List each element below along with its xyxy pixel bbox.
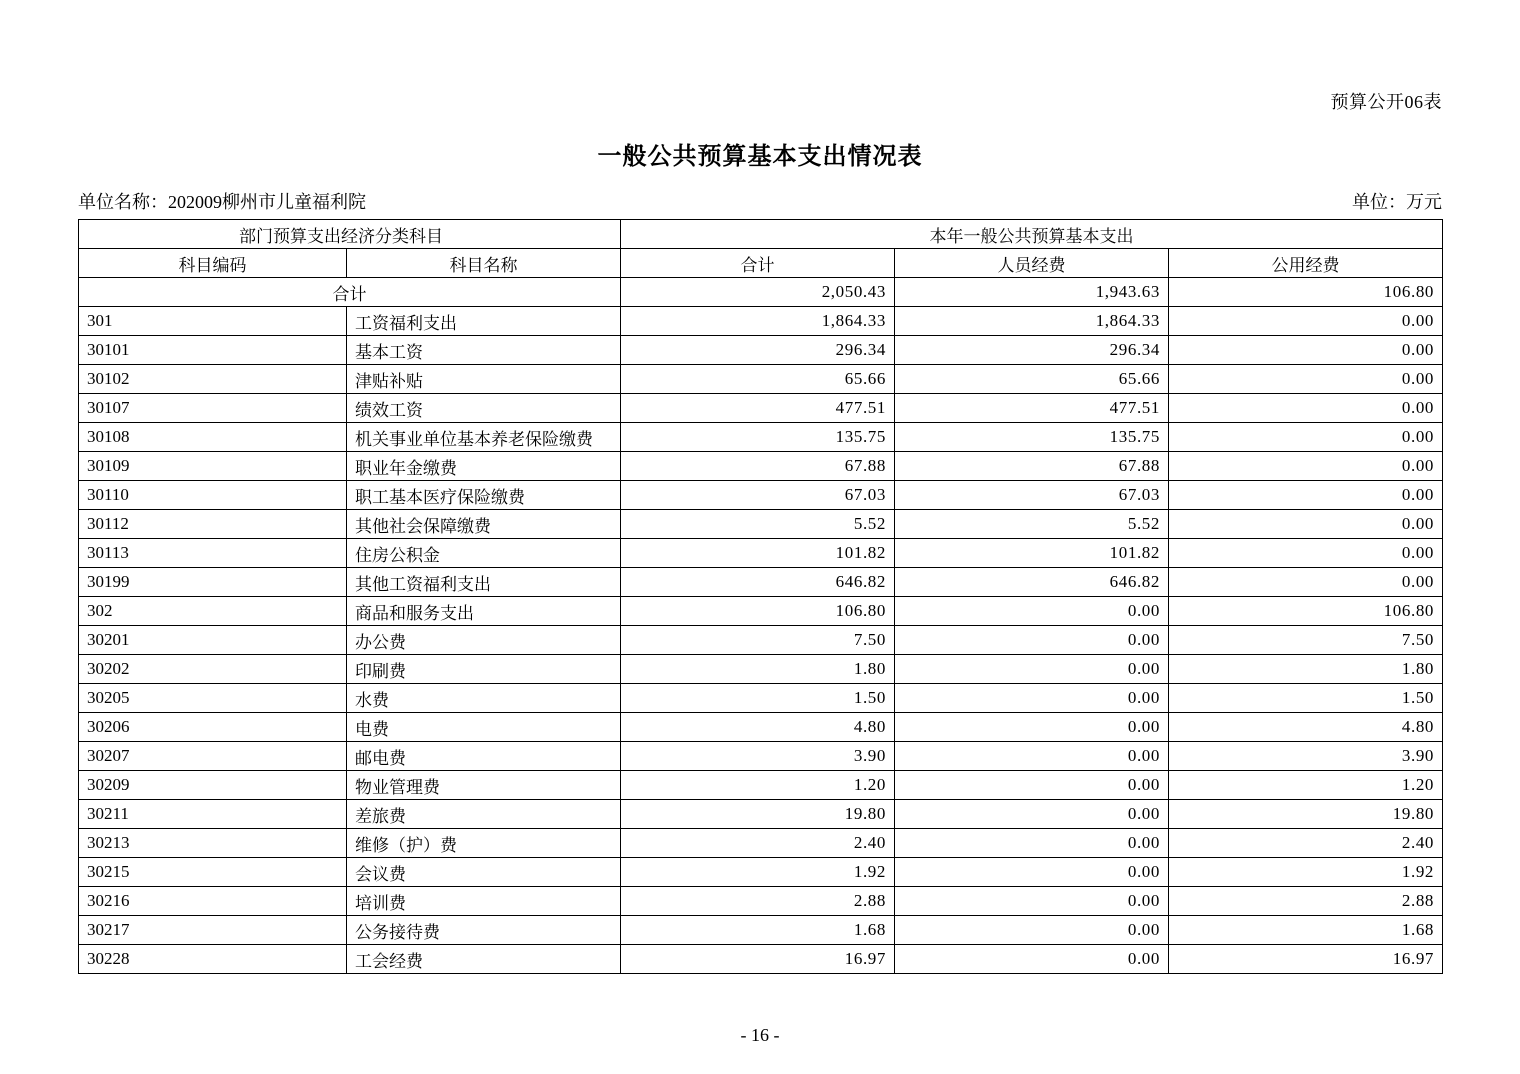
cell-total: 1.80 [621,655,895,684]
cell-total: 19.80 [621,800,895,829]
cell-personnel: 0.00 [895,829,1169,858]
subtitle-row [78,188,1442,212]
cell-public: 106.80 [1169,597,1443,626]
cell-code: 30107 [79,394,347,423]
unit-name-label: 单位名称： [78,192,168,212]
cell-code: 30206 [79,713,347,742]
total-row-personnel: 1,943.63 [895,278,1169,307]
cell-total: 67.03 [621,481,895,510]
cell-public: 0.00 [1169,539,1443,568]
cell-personnel: 0.00 [895,626,1169,655]
table-row [79,916,1443,945]
cell-public: 1.50 [1169,684,1443,713]
form-code-label: 预算公开06表 [1330,92,1442,112]
table-row [79,945,1443,974]
cell-total: 67.88 [621,452,895,481]
column-header-public: 公用经费 [1169,249,1443,278]
cell-name: 其他工资福利支出 [347,568,621,597]
cell-total: 106.80 [621,597,895,626]
cell-public: 0.00 [1169,423,1443,452]
group-header-right: 本年一般公共预算基本支出 [621,220,1443,249]
table-row [79,684,1443,713]
table-body [79,278,1443,974]
table-row [79,307,1443,336]
table-row [79,858,1443,887]
cell-code: 30216 [79,887,347,916]
cell-personnel: 0.00 [895,684,1169,713]
group-header-left: 部门预算支出经济分类科目 [79,220,621,249]
cell-name: 基本工资 [347,336,621,365]
cell-total: 1.50 [621,684,895,713]
total-row-public: 106.80 [1169,278,1443,307]
cell-public: 0.00 [1169,510,1443,539]
unit-name-value: 202009柳州市儿童福利院 [168,192,366,212]
cell-total: 1,864.33 [621,307,895,336]
cell-personnel: 5.52 [895,510,1169,539]
cell-personnel: 0.00 [895,771,1169,800]
cell-name: 其他社会保障缴费 [347,510,621,539]
cell-code: 30209 [79,771,347,800]
cell-total: 3.90 [621,742,895,771]
cell-personnel: 101.82 [895,539,1169,568]
cell-code: 30213 [79,829,347,858]
cell-name: 职工基本医疗保险缴费 [347,481,621,510]
cell-code: 302 [79,597,347,626]
cell-total: 1.92 [621,858,895,887]
unit-name [78,188,366,214]
table-row [79,887,1443,916]
cell-personnel: 0.00 [895,887,1169,916]
cell-personnel: 0.00 [895,916,1169,945]
cell-code: 30215 [79,858,347,887]
cell-total: 135.75 [621,423,895,452]
column-header-total: 合计 [621,249,895,278]
cell-public: 0.00 [1169,568,1443,597]
cell-public: 7.50 [1169,626,1443,655]
cell-code: 30217 [79,916,347,945]
column-header-name: 科目名称 [347,249,621,278]
cell-public: 0.00 [1169,481,1443,510]
cell-personnel: 67.03 [895,481,1169,510]
cell-public: 1.80 [1169,655,1443,684]
page-number: - 16 - [740,1025,780,1045]
cell-name: 差旅费 [347,800,621,829]
cell-code: 30113 [79,539,347,568]
total-row-total: 2,050.43 [621,278,895,307]
cell-public: 1.92 [1169,858,1443,887]
table-row [79,452,1443,481]
cell-personnel: 0.00 [895,945,1169,974]
table-row [79,336,1443,365]
cell-total: 101.82 [621,539,895,568]
cell-name: 邮电费 [347,742,621,771]
cell-personnel: 65.66 [895,365,1169,394]
cell-total: 1.20 [621,771,895,800]
cell-name: 职业年金缴费 [347,452,621,481]
cell-total: 16.97 [621,945,895,974]
cell-public: 16.97 [1169,945,1443,974]
cell-code: 30101 [79,336,347,365]
cell-name: 绩效工资 [347,394,621,423]
cell-personnel: 0.00 [895,655,1169,684]
table-row-total [79,278,1443,307]
table-group-header-row [79,220,1443,249]
cell-total: 7.50 [621,626,895,655]
cell-personnel: 0.00 [895,597,1169,626]
cell-public: 3.90 [1169,742,1443,771]
cell-personnel: 646.82 [895,568,1169,597]
cell-total: 2.40 [621,829,895,858]
table-row [79,800,1443,829]
cell-total: 296.34 [621,336,895,365]
table-row [79,829,1443,858]
cell-code: 30102 [79,365,347,394]
cell-name: 机关事业单位基本养老保险缴费 [347,423,621,452]
cell-personnel: 0.00 [895,742,1169,771]
column-header-code: 科目编码 [79,249,347,278]
cell-public: 4.80 [1169,713,1443,742]
table-column-header-row [79,249,1443,278]
cell-personnel: 67.88 [895,452,1169,481]
cell-total: 477.51 [621,394,895,423]
table-row [79,394,1443,423]
cell-total: 2.88 [621,887,895,916]
total-row-label: 合计 [79,278,621,307]
cell-code: 30110 [79,481,347,510]
cell-code: 30201 [79,626,347,655]
cell-public: 1.68 [1169,916,1443,945]
cell-total: 5.52 [621,510,895,539]
budget-table [78,219,1443,974]
cell-public: 0.00 [1169,394,1443,423]
cell-name: 商品和服务支出 [347,597,621,626]
table-row [79,423,1443,452]
table-row [79,481,1443,510]
cell-code: 30211 [79,800,347,829]
cell-name: 电费 [347,713,621,742]
cell-code: 30112 [79,510,347,539]
cell-personnel: 0.00 [895,713,1169,742]
table-row [79,597,1443,626]
cell-total: 4.80 [621,713,895,742]
cell-name: 住房公积金 [347,539,621,568]
cell-public: 2.88 [1169,887,1443,916]
page-title: 一般公共预算基本支出情况表 [597,144,923,170]
table-row [79,771,1443,800]
cell-name: 津贴补贴 [347,365,621,394]
cell-code: 30109 [79,452,347,481]
cell-total: 646.82 [621,568,895,597]
cell-public: 19.80 [1169,800,1443,829]
cell-public: 0.00 [1169,452,1443,481]
cell-code: 30205 [79,684,347,713]
table-row [79,655,1443,684]
cell-code: 30199 [79,568,347,597]
table-row [79,568,1443,597]
table-row [79,510,1443,539]
cell-name: 水费 [347,684,621,713]
cell-total: 1.68 [621,916,895,945]
cell-name: 会议费 [347,858,621,887]
cell-code: 301 [79,307,347,336]
cell-total: 65.66 [621,365,895,394]
table-row [79,742,1443,771]
cell-name: 公务接待费 [347,916,621,945]
cell-code: 30108 [79,423,347,452]
cell-code: 30228 [79,945,347,974]
cell-code: 30207 [79,742,347,771]
cell-personnel: 477.51 [895,394,1169,423]
table-row [79,713,1443,742]
cell-name: 办公费 [347,626,621,655]
table-row [79,365,1443,394]
cell-public: 0.00 [1169,365,1443,394]
cell-personnel: 296.34 [895,336,1169,365]
cell-public: 0.00 [1169,336,1443,365]
table-row [79,539,1443,568]
cell-name: 印刷费 [347,655,621,684]
unit-measure: 单位：万元 [1352,192,1442,212]
cell-name: 维修（护）费 [347,829,621,858]
cell-code: 30202 [79,655,347,684]
cell-name: 工资福利支出 [347,307,621,336]
table-row [79,626,1443,655]
cell-personnel: 0.00 [895,800,1169,829]
cell-public: 2.40 [1169,829,1443,858]
cell-name: 工会经费 [347,945,621,974]
cell-name: 物业管理费 [347,771,621,800]
cell-name: 培训费 [347,887,621,916]
cell-personnel: 135.75 [895,423,1169,452]
cell-public: 1.20 [1169,771,1443,800]
cell-personnel: 1,864.33 [895,307,1169,336]
column-header-personnel: 人员经费 [895,249,1169,278]
cell-personnel: 0.00 [895,858,1169,887]
cell-public: 0.00 [1169,307,1443,336]
